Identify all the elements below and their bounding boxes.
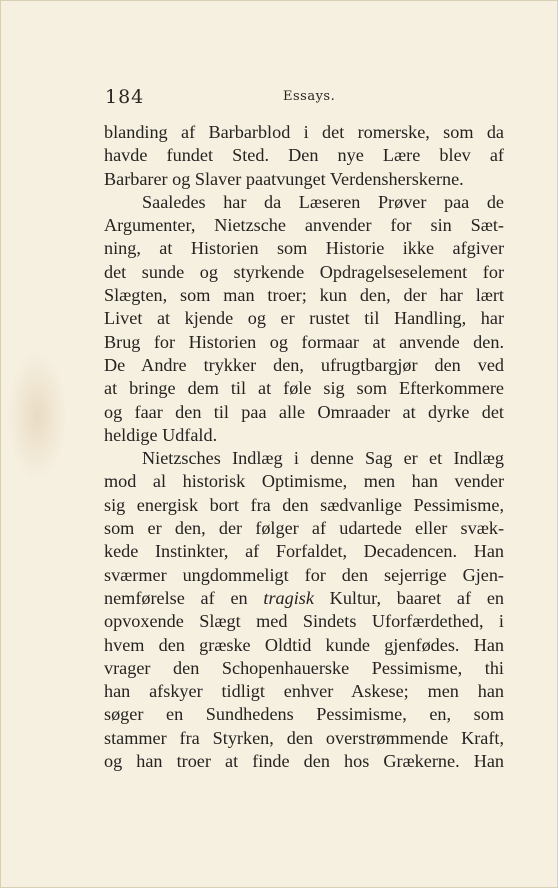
text-line: det sunde og styrkende Opdragelseselement for: [104, 261, 504, 282]
text-line: Saaledes har da Læseren Prøver paa de: [142, 191, 504, 212]
text-line: havde fundet Sted. Den nye Lære blev af: [104, 145, 504, 166]
text-line: ning, at Historien som Historie ikke afgiver: [104, 238, 504, 259]
text-line: Livet at kjende og er rustet til Handling, har: [104, 308, 504, 329]
page-number: 184: [105, 86, 145, 108]
text-line: søger en Sundhedens Pessimisme, en, som: [104, 704, 504, 725]
text-line: at bringe dem til at føle sig som Efterkommere: [104, 378, 504, 399]
text-line: opvoxende Slægt med Sindets Uforfærdethed, i: [104, 611, 504, 632]
text-line-mixed: [104, 587, 504, 610]
text-line: hvem den græske Oldtid kunde gjenfødes. Han: [104, 634, 504, 655]
italic-word: tragisk: [263, 587, 314, 608]
running-head: [105, 86, 505, 112]
running-title: Essays.: [283, 89, 336, 104]
text-line: han afskyer tidligt enhver Askese; men han: [104, 681, 504, 702]
text-segment: nemførelse af en: [104, 587, 264, 608]
text-line: mod al historisk Optimisme, men han vender: [104, 471, 504, 492]
text-line: De Andre trykker den, ufrugtbargjør den ved: [104, 354, 504, 375]
text-line: blanding af Barbarblod i det romerske, som da: [104, 122, 504, 142]
text-line: sig energisk bort fra den sædvanlige Pessimisme,: [104, 494, 504, 515]
paragraph-1: [104, 121, 504, 191]
text-line: Nietzsches Indlæg i denne Sag er et Indlæg: [142, 448, 504, 469]
text-segment: Kultur, baaret af en: [313, 587, 504, 608]
text-line: Brug for Historien og formaar at anvende den.: [104, 331, 504, 352]
text-line: og han troer at finde den hos Grækerne. Han: [104, 751, 504, 772]
body-text: [104, 121, 504, 773]
text-line: vrager den Schopenhauerske Pessimisme, thi: [104, 657, 504, 678]
text-line: og faar den til paa alle Omraader at dyrke det: [104, 401, 504, 422]
text-line: Barbarer og Slaver paatvunget Verdensherskerne.: [104, 168, 464, 189]
text-line: stammer fra Styrken, den overstrømmende Kraft,: [104, 727, 504, 748]
text-line: heldige Udfald.: [104, 424, 218, 445]
paper-stain: [7, 351, 67, 481]
paragraph-3: [104, 447, 504, 773]
text-line: som er den, der følger af udartede eller svæk-: [104, 518, 504, 539]
paragraph-2: [104, 191, 504, 447]
text-line: Slægten, som man troer; kun den, der har lært: [104, 285, 504, 306]
text-line: sværmer ungdommeligt for den sejerrige Gjen-: [104, 564, 504, 585]
text-line: Argumenter, Nietzsche anvender for sin Sæt-: [104, 215, 504, 236]
text-line: kede Instinkter, af Forfaldet, Decadencen. Han: [104, 541, 504, 562]
